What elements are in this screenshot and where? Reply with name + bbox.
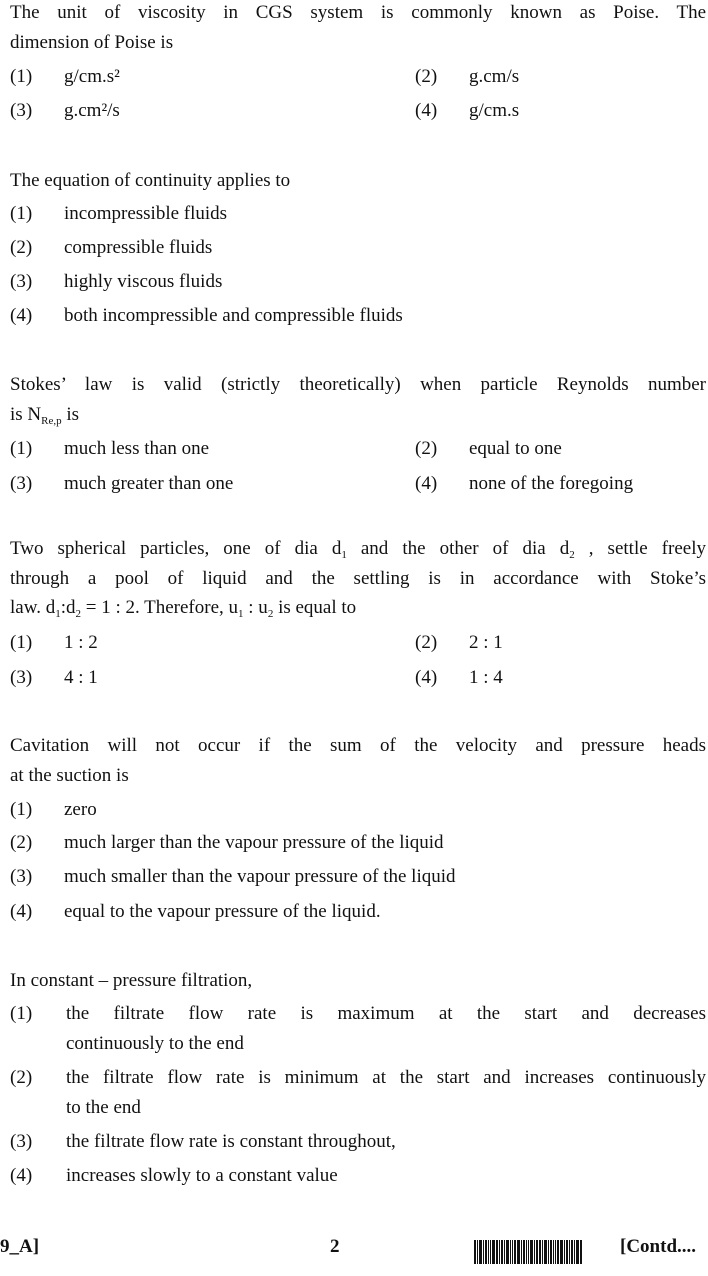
question-3-stem-line-2: is $N_{Re,p}$ is — [10, 404, 80, 427]
question-1-option-1: (1) g/cm.s² — [10, 66, 120, 87]
question-4-option-3: (3) 4 : 1 — [10, 667, 98, 688]
question-1-stem-line-2: dimension of Poise is — [10, 32, 174, 53]
question-2-stem: The equation of continuity applies to — [10, 170, 291, 191]
question-6-stem: In constant – pressure filtration, — [10, 970, 253, 991]
question-3-stem-line-1: Stokes’ law is valid (strictly theoretically) when particle Reynolds number — [10, 374, 706, 395]
question-6-option-3-num: (3) — [10, 1131, 33, 1152]
question-6-option-3-line-1: the filtrate flow rate is constant throughout, — [66, 1131, 396, 1152]
footer-contd: [Contd.... — [620, 1236, 697, 1257]
question-2-option-3: (3) highly viscous fluids — [10, 271, 223, 292]
question-3-option-3: (3) much greater than one — [10, 473, 234, 494]
question-5-stem-line-1: Cavitation will not occur if the sum of the velocity and pressure heads — [10, 735, 706, 756]
question-6-option-2-num: (2) — [10, 1067, 33, 1088]
question-6-option-1-num: (1) — [10, 1003, 33, 1024]
question-5-option-1: (1) zero — [10, 799, 97, 820]
question-2-option-1: (1) incompressible fluids — [10, 203, 228, 224]
question-4-stem-line-1: Two spherical particles, one of dia $d_1$ and the other of dia $d_2$ , settle freely — [10, 538, 706, 561]
question-4-stem-line-3: law. $d_1:d_2 = 1$ : 2. Therefore, $u_1$ : $u_2$ is equal to — [10, 597, 357, 620]
question-3-option-4: (4) none of the foregoing — [415, 473, 634, 494]
question-4-stem-line-2: through a pool of liquid and the settling is in accordance with Stoke’s — [10, 568, 706, 589]
question-3-option-1: (1) much less than one — [10, 438, 210, 459]
question-1-stem-line-1: The unit of viscosity in CGS system is commonly known as Poise. The — [10, 2, 706, 23]
question-2-option-4: (4) both incompressible and compressible fluids — [10, 305, 403, 326]
question-6-option-2-line-1: the filtrate flow rate is minimum at the start and increases continuously — [66, 1067, 706, 1088]
question-6-option-1-line-1: the filtrate flow rate is maximum at the start and decreases — [66, 1003, 706, 1024]
barcode-icon — [474, 1240, 606, 1264]
question-6-option-2-line-2: to the end — [66, 1097, 141, 1118]
question-1-option-4: (4) g/cm.s — [415, 100, 520, 121]
question-5-stem-line-2: at the suction is — [10, 765, 129, 786]
question-6-option-1-line-2: continuously to the end — [66, 1033, 244, 1054]
question-1-option-3: (3) g.cm²/s — [10, 100, 120, 121]
question-2-option-2: (2) compressible fluids — [10, 237, 213, 258]
question-5-option-2: (2) much larger than the vapour pressure of the liquid — [10, 832, 444, 853]
footer-page-number: 2 — [330, 1236, 340, 1257]
question-3-option-2: (2) equal to one — [415, 438, 562, 459]
question-4-option-1: (1) 1 : 2 — [10, 632, 98, 653]
question-6-option-4-num: (4) — [10, 1165, 33, 1186]
question-1-option-2: (2) g.cm/s — [415, 66, 520, 87]
question-6-option-4-line-1: increases slowly to a constant value — [66, 1165, 338, 1186]
footer-paper-code: 9_A] — [0, 1236, 40, 1257]
question-5-option-3: (3) much smaller than the vapour pressure of the liquid — [10, 866, 456, 887]
question-4-option-2: (2) 2 : 1 — [415, 632, 503, 653]
question-5-option-4: (4) equal to the vapour pressure of the liquid. — [10, 901, 381, 922]
question-4-option-4: (4) 1 : 4 — [415, 667, 503, 688]
